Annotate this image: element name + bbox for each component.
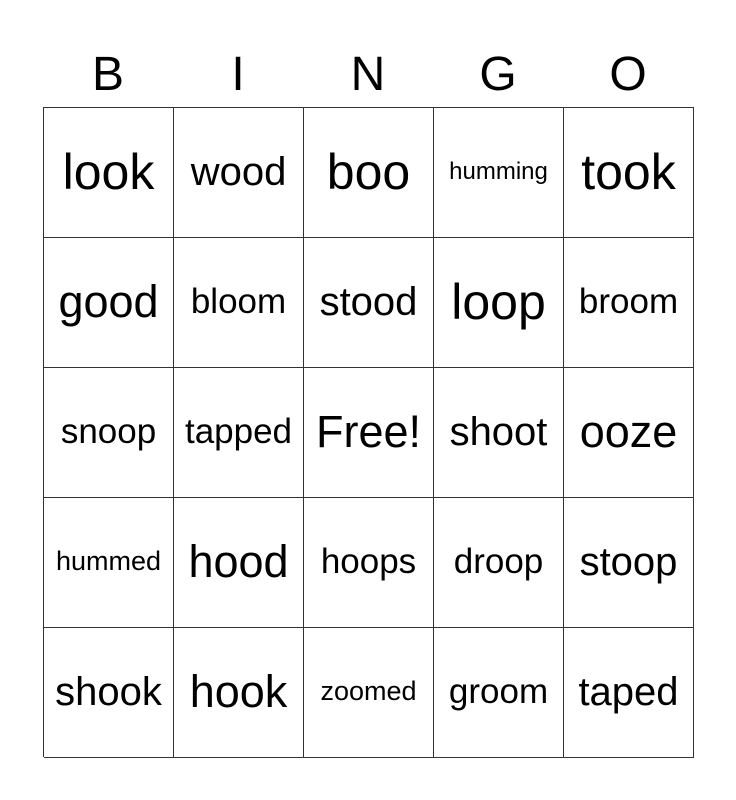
header-letter-b: B	[91, 48, 124, 101]
header-letter-g: G	[479, 48, 517, 101]
bingo-cell: hook	[174, 628, 304, 758]
header-letter-i: I	[231, 48, 245, 101]
bingo-cell: good	[44, 238, 174, 368]
bingo-cell: ooze	[564, 368, 694, 498]
bingo-cell: humming	[434, 108, 564, 238]
bingo-cell: wood	[174, 108, 304, 238]
bingo-cell: shook	[44, 628, 174, 758]
bingo-cell: took	[564, 108, 694, 238]
bingo-cell: hummed	[44, 498, 174, 628]
bingo-cell: look	[44, 108, 174, 238]
header-letter-n: N	[350, 48, 386, 101]
bingo-cell: hoops	[304, 498, 434, 628]
bingo-grid	[43, 107, 694, 757]
bingo-cell: loop	[434, 238, 564, 368]
bingo-cell: stood	[304, 238, 434, 368]
bingo-header	[43, 44, 693, 106]
bingo-cell: droop	[434, 498, 564, 628]
free-space-cell: Free!	[304, 368, 434, 498]
bingo-cell: boo	[304, 108, 434, 238]
bingo-cell: taped	[564, 628, 694, 758]
bingo-cell: shoot	[434, 368, 564, 498]
bingo-cell: stoop	[564, 498, 694, 628]
bingo-cell: snoop	[44, 368, 174, 498]
bingo-cell: broom	[564, 238, 694, 368]
bingo-cell: groom	[434, 628, 564, 758]
bingo-cell: zoomed	[304, 628, 434, 758]
header-letter-o: O	[609, 48, 647, 101]
bingo-cell: tapped	[174, 368, 304, 498]
bingo-cell: hood	[174, 498, 304, 628]
bingo-cell: bloom	[174, 238, 304, 368]
